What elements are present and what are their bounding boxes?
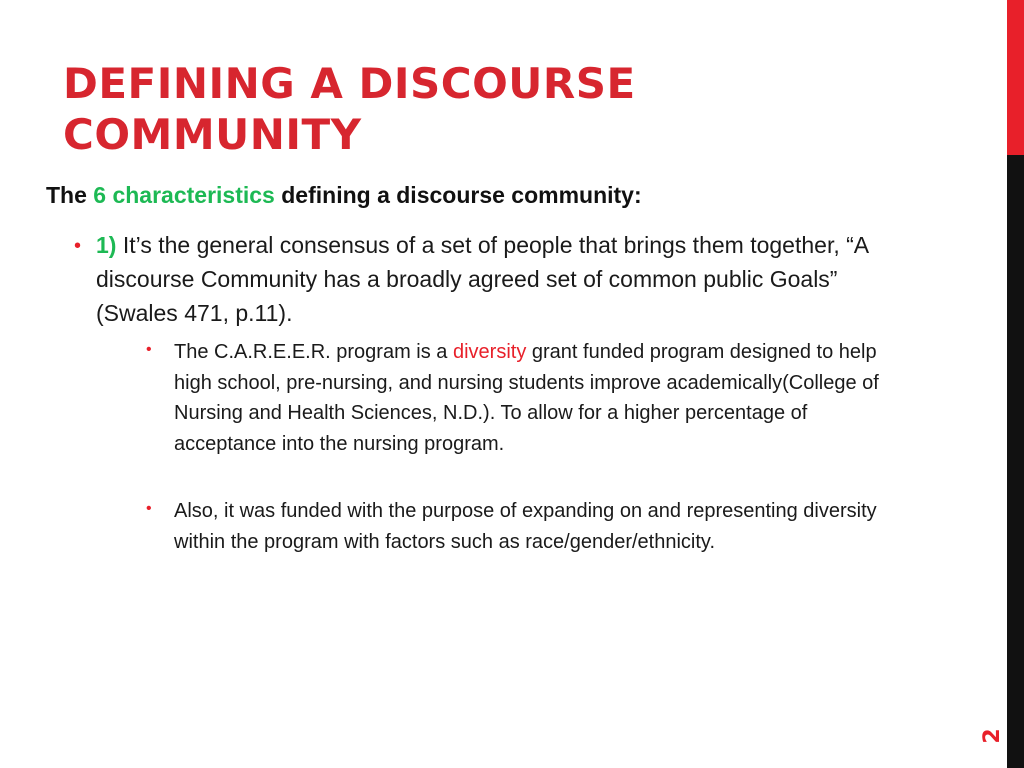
intro-heading [46, 180, 946, 210]
sub-item-1-pre: The C.A.R.E.E.R. program is a [174, 341, 453, 363]
sub-item-1 [174, 337, 914, 459]
point-1-text: It’s the general consensus of a set of people that brings them together, “A discourse Community has a broadly agreed set of common public Goals” (Swales 471, p.11). [96, 232, 868, 326]
intro-pre: The [46, 182, 94, 208]
sub-bullet-1-marker: • [146, 341, 152, 358]
bullet-point-1-marker: • [74, 235, 82, 257]
point-1-number: 1) [96, 232, 117, 258]
sub-item-1-post: grant funded program designed to help high school, pre-nursing, and nursing students improve academically(College of Nursing and Health Sciences, N.D.). To allow for a higher percentage of acceptance into the nursing program. [174, 341, 879, 455]
side-bar-red-accent [1007, 0, 1024, 155]
intro-post: defining a discourse community: [274, 182, 642, 208]
intro-highlight: 6 characteristics [93, 182, 275, 208]
bullet-point-1 [96, 228, 896, 330]
title-line-1: DEFINING A DISCOURSE [63, 59, 636, 108]
sub-bullet-2-marker: • [146, 500, 152, 517]
page-number: 2 [980, 728, 1005, 744]
sub-item-2: Also, it was funded with the purpose of expanding on and representing diversity within the program with factors such as race/gender/ethnicity. [174, 500, 877, 553]
slide-title [63, 58, 963, 160]
sub-item-1-highlight: diversity [452, 341, 527, 363]
side-bar-dark-accent [1007, 155, 1024, 768]
title-line-2: COMMUNITY [63, 110, 362, 159]
